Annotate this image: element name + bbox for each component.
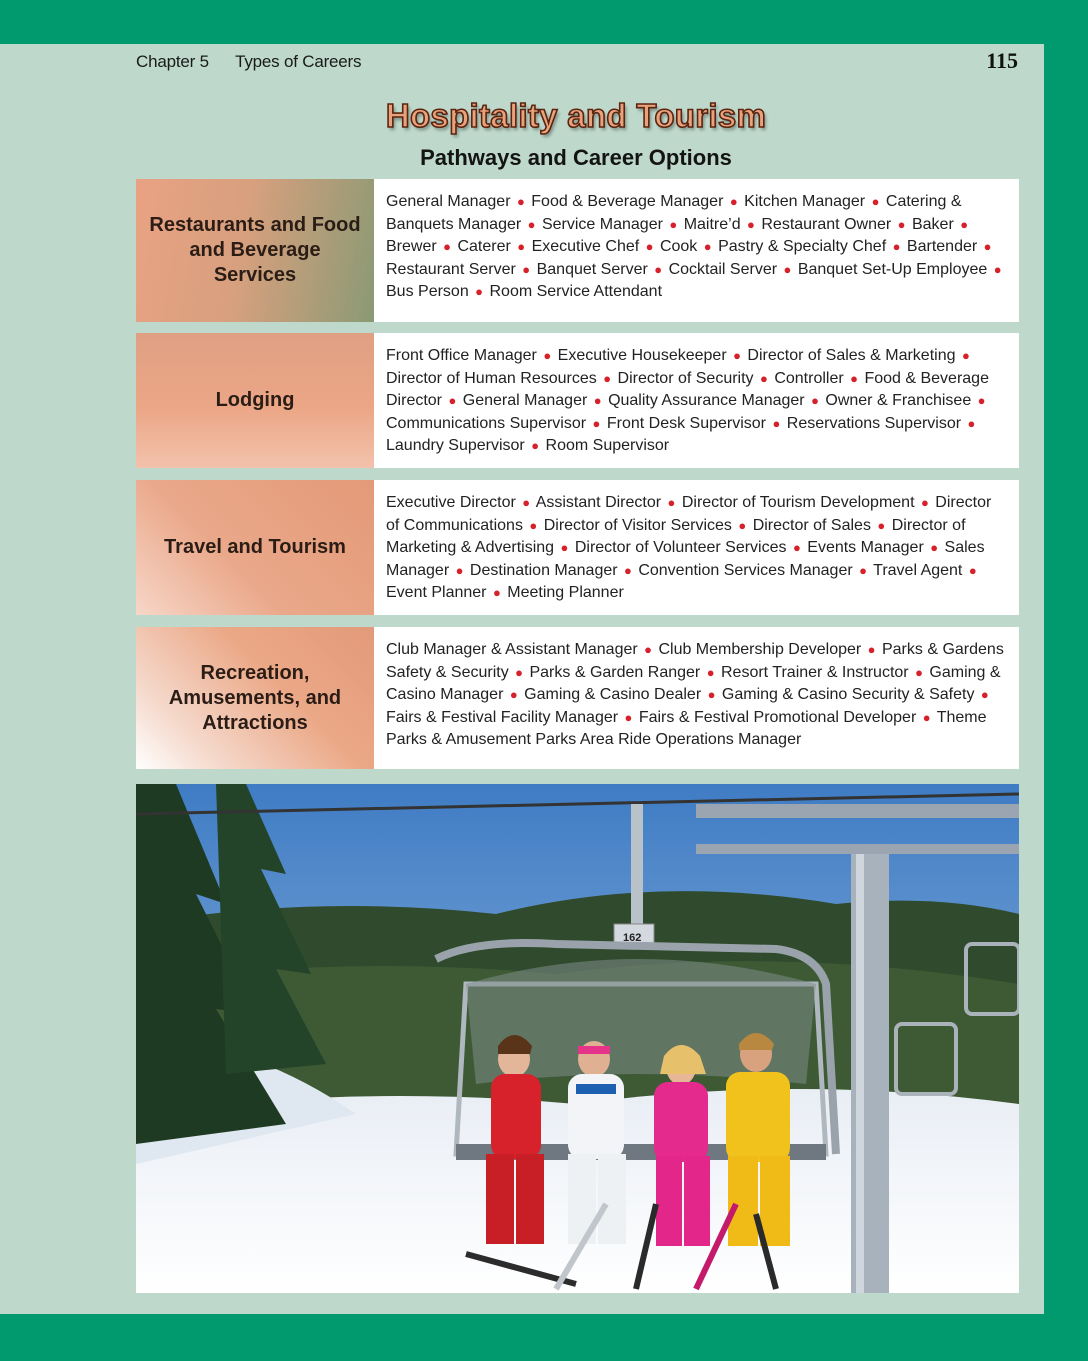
bullet-icon: ● bbox=[983, 239, 992, 255]
career-item: Fairs & Festival Promotional Developer bbox=[638, 708, 917, 726]
bullet-icon: ● bbox=[624, 562, 632, 578]
career-item: Fairs & Festival Facility Manager bbox=[386, 708, 619, 726]
career-item: Travel Agent bbox=[873, 561, 963, 579]
bullet-icon: ● bbox=[897, 216, 906, 232]
bullet-icon: ● bbox=[967, 415, 976, 431]
career-item: Executive Chef bbox=[531, 238, 640, 256]
career-item: Banquet Server bbox=[536, 260, 648, 278]
bullet-icon: ● bbox=[644, 642, 652, 657]
bullet-icon: ● bbox=[529, 517, 538, 533]
career-item: Events Manager bbox=[807, 539, 924, 557]
career-item: Restaurant Server bbox=[386, 260, 516, 278]
bullet-icon: ● bbox=[560, 540, 569, 556]
bullet-icon: ● bbox=[703, 239, 712, 255]
career-item: Baker bbox=[911, 215, 954, 233]
career-list bbox=[374, 333, 1019, 468]
career-item: Director of Security bbox=[617, 369, 754, 387]
career-item: General Manager bbox=[386, 193, 511, 210]
bullet-icon: ● bbox=[772, 415, 781, 431]
bullet-icon: ● bbox=[811, 393, 819, 409]
ski-lift-photo bbox=[136, 784, 1019, 1293]
pathway-row-recreation bbox=[136, 627, 1019, 769]
bullet-icon: ● bbox=[522, 261, 531, 277]
career-item: Front Office Manager bbox=[386, 347, 537, 364]
career-item: Bus Person bbox=[386, 283, 469, 301]
career-item: Parks & Gardens Safety & Security bbox=[386, 641, 1004, 681]
bullet-icon: ● bbox=[527, 216, 536, 232]
pathway-label: Travel and Tourism bbox=[136, 480, 374, 615]
career-item: Destination Manager bbox=[469, 561, 618, 579]
page-number: 115 bbox=[986, 48, 1018, 73]
career-item: Parks & Garden Ranger bbox=[529, 663, 701, 681]
chapter-number: Chapter 5 bbox=[136, 52, 209, 71]
career-item: Banquet Set-Up Employee bbox=[797, 260, 988, 278]
bullet-icon: ● bbox=[509, 687, 518, 703]
bullet-icon: ● bbox=[915, 664, 923, 680]
bullet-icon: ● bbox=[624, 709, 633, 725]
career-item: Maitre’d bbox=[683, 215, 741, 233]
career-item: Room Supervisor bbox=[545, 437, 670, 455]
running-header bbox=[136, 52, 361, 72]
bullet-icon: ● bbox=[783, 261, 792, 277]
pathway-row-lodging bbox=[136, 333, 1019, 468]
career-item: Reservations Supervisor bbox=[786, 414, 962, 432]
bullet-icon: ● bbox=[492, 585, 501, 601]
bullet-icon: ● bbox=[961, 348, 970, 363]
career-item: Brewer bbox=[386, 238, 437, 256]
bullet-icon: ● bbox=[930, 540, 939, 556]
career-item: Sales Manager bbox=[386, 539, 985, 579]
career-item: Executive Housekeeper bbox=[557, 347, 727, 364]
bullet-icon: ● bbox=[515, 664, 524, 680]
career-item: Convention Services Manager bbox=[638, 561, 853, 579]
career-item: Kitchen Manager bbox=[744, 193, 866, 210]
career-item: Director of Tourism Development bbox=[681, 494, 915, 511]
career-item: Executive Director bbox=[386, 494, 516, 511]
career-item: Owner & Franchisee bbox=[825, 392, 972, 410]
bullet-icon: ● bbox=[707, 687, 716, 703]
page-title: Hospitality and Tourism bbox=[385, 97, 767, 134]
career-item: Cook bbox=[659, 238, 698, 256]
chair-number: 162 bbox=[623, 932, 642, 944]
career-item: Service Manager bbox=[541, 215, 663, 233]
career-item: Restaurant Owner bbox=[761, 215, 892, 233]
career-item: Theme Parks & Amusement Parks Area Ride Operations Manager bbox=[386, 708, 987, 749]
career-item: Club Membership Developer bbox=[658, 641, 862, 658]
bullet-icon: ● bbox=[738, 517, 747, 533]
bullet-icon: ● bbox=[733, 348, 741, 363]
bullet-icon: ● bbox=[603, 370, 612, 386]
career-item: Gaming & Casino Dealer bbox=[524, 686, 702, 704]
bullet-icon: ● bbox=[517, 239, 526, 255]
bullet-icon: ● bbox=[968, 562, 977, 578]
bullet-icon: ● bbox=[475, 284, 484, 300]
career-item: Gaming & Casino Security & Safety bbox=[721, 686, 975, 704]
career-item: Quality Assurance Manager bbox=[608, 392, 805, 410]
bullet-icon: ● bbox=[892, 239, 901, 255]
career-item: Food & Beverage Manager bbox=[531, 193, 724, 210]
bullet-icon: ● bbox=[993, 261, 1002, 277]
career-item: Room Service Attendant bbox=[489, 283, 663, 301]
pathway-row-travel bbox=[136, 480, 1019, 615]
bullet-icon: ● bbox=[871, 194, 880, 209]
career-item: Pastry & Specialty Chef bbox=[718, 238, 887, 256]
bullet-icon: ● bbox=[654, 261, 663, 277]
career-item: Director of Communications bbox=[386, 494, 992, 534]
bullet-icon: ● bbox=[592, 415, 601, 431]
career-item: Director of Visitor Services bbox=[543, 516, 732, 534]
career-item: Director of Sales bbox=[752, 516, 871, 534]
bullet-icon: ● bbox=[792, 540, 801, 556]
career-item: Director of Human Resources bbox=[386, 369, 597, 387]
career-item: Director of Marketing & Advertising bbox=[386, 516, 966, 557]
career-list bbox=[374, 480, 1019, 615]
bullet-icon: ● bbox=[867, 642, 876, 657]
career-list bbox=[374, 627, 1019, 769]
career-item: Gaming & Casino Manager bbox=[386, 663, 1001, 704]
page-subtitle: Pathways and Career Options bbox=[420, 145, 732, 170]
bullet-icon: ● bbox=[516, 194, 525, 209]
bullet-icon: ● bbox=[859, 562, 867, 578]
bullet-icon: ● bbox=[706, 664, 715, 680]
bullet-icon: ● bbox=[448, 393, 457, 409]
career-item: Catering & Banquets Manager bbox=[386, 193, 962, 233]
career-item: Food & Beverage Director bbox=[386, 369, 989, 410]
bullet-icon: ● bbox=[760, 370, 768, 386]
bullet-icon: ● bbox=[669, 216, 678, 232]
bullet-icon: ● bbox=[645, 239, 654, 255]
bullet-icon: ● bbox=[877, 517, 886, 533]
pathway-row-restaurants bbox=[136, 179, 1019, 322]
pathway-label: Recreation, Amusements, and Attractions bbox=[136, 627, 374, 769]
bullet-icon: ● bbox=[920, 495, 929, 510]
career-item: Club Manager & Assistant Manager bbox=[386, 641, 638, 658]
bullet-icon: ● bbox=[977, 393, 986, 409]
bullet-icon: ● bbox=[980, 687, 989, 703]
pathway-label: Lodging bbox=[136, 333, 374, 468]
career-item: Director of Volunteer Services bbox=[574, 539, 787, 557]
career-item: Bartender bbox=[906, 238, 978, 256]
career-item: General Manager bbox=[462, 392, 588, 410]
bullet-icon: ● bbox=[747, 216, 755, 232]
pathway-label: Restaurants and Food and Beverage Services bbox=[136, 179, 374, 322]
career-item: Assistant Director bbox=[535, 494, 662, 511]
chapter-title: Types of Careers bbox=[235, 52, 362, 71]
bullet-icon: ● bbox=[960, 216, 969, 232]
bullet-icon: ● bbox=[522, 495, 531, 510]
career-item: Director of Sales & Marketing bbox=[747, 347, 956, 364]
career-item: Resort Trainer & Instructor bbox=[721, 663, 909, 681]
bullet-icon: ● bbox=[531, 438, 540, 454]
bullet-icon: ● bbox=[593, 393, 602, 409]
bullet-icon: ● bbox=[922, 709, 931, 725]
career-item: Event Planner bbox=[386, 584, 487, 602]
career-item: Laundry Supervisor bbox=[386, 437, 525, 455]
bullet-icon: ● bbox=[543, 348, 552, 363]
bullet-icon: ● bbox=[729, 194, 738, 209]
bullet-icon: ● bbox=[455, 562, 464, 578]
career-item: Controller bbox=[774, 369, 844, 387]
bullet-icon: ● bbox=[850, 370, 858, 386]
career-item: Meeting Planner bbox=[507, 584, 624, 602]
bullet-icon: ● bbox=[443, 239, 451, 255]
bullet-icon: ● bbox=[667, 495, 676, 510]
career-list bbox=[374, 179, 1019, 322]
career-item: Communications Supervisor bbox=[386, 414, 587, 432]
career-item: Front Desk Supervisor bbox=[606, 414, 767, 432]
career-item: Cocktail Server bbox=[668, 260, 778, 278]
career-item: Caterer bbox=[457, 238, 511, 256]
